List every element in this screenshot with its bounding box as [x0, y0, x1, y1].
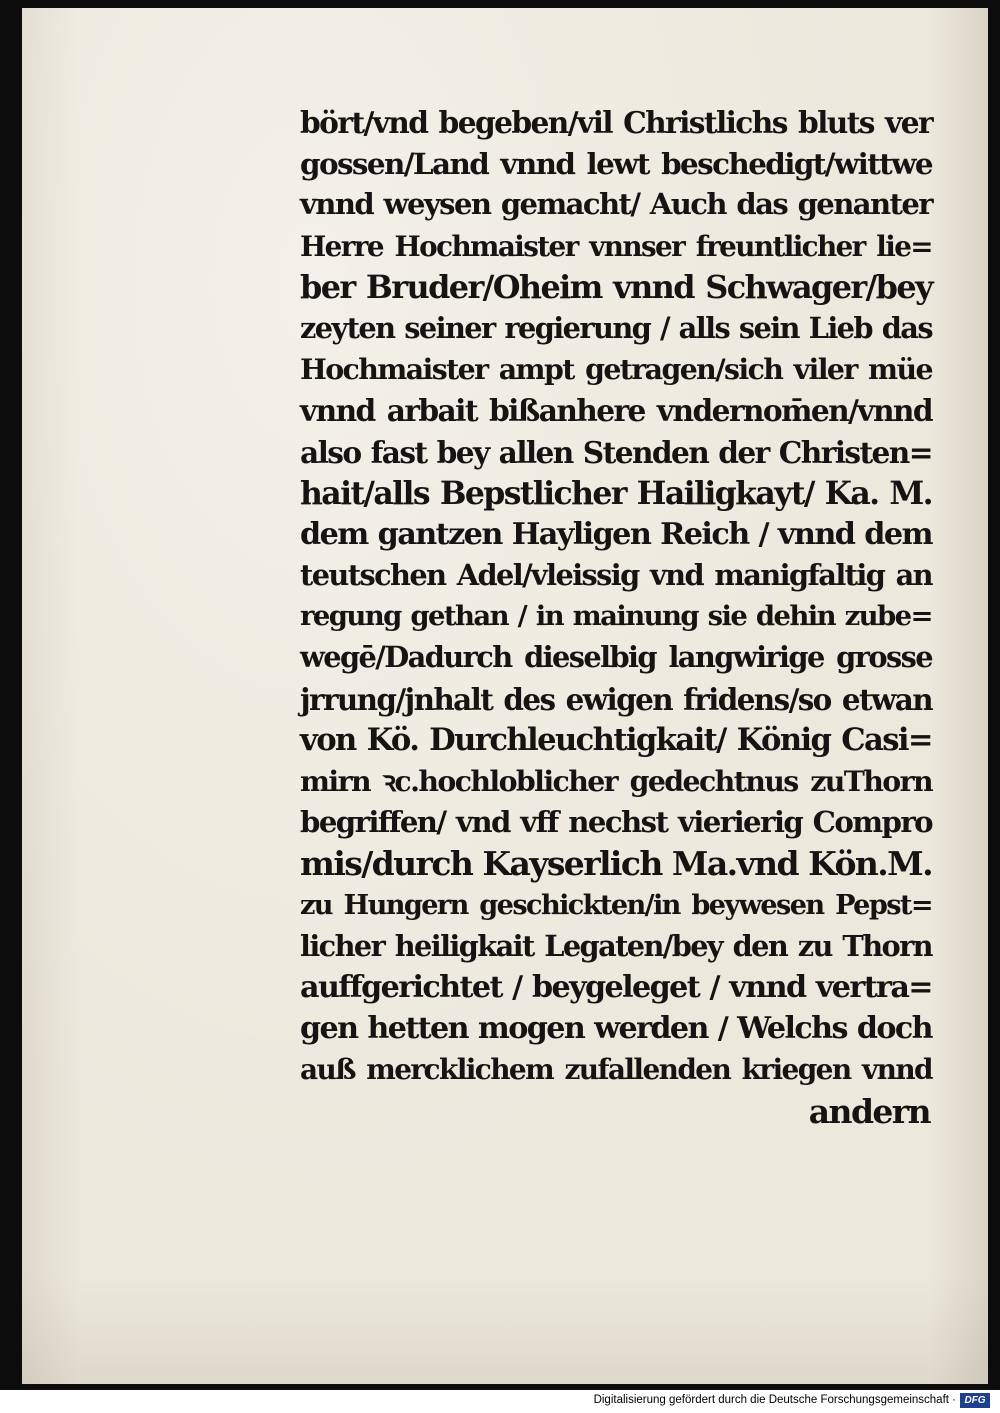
page-scan — [22, 8, 988, 1384]
dfg-logo-icon[interactable]: DFG — [960, 1393, 990, 1408]
text-line: dem gantzen Hayligen Reich / vnnd dem — [300, 516, 932, 552]
text-line: also fast bey allen Stenden der Christen= — [300, 434, 932, 470]
text-line: Herre Hochmaister vnnser freuntlicher lie= — [300, 229, 932, 263]
text-line: auß mercklichem zufallenden kriegen vnnd — [300, 1053, 932, 1087]
catchword: andern — [808, 1091, 930, 1131]
text-line: von Kö. Durchleuchtigkait/ König Casi= — [300, 721, 932, 758]
text-line: teutschen Adel/vleissig vnd manigfaltig an — [300, 558, 932, 593]
text-line: vnnd arbait bißanhere vndernom̄en/vnnd — [300, 393, 932, 429]
text-line: regung gethan / in mainung sie dehin zube= — [300, 600, 932, 633]
text-line: Hochmaister ampt getragen/sich viler müe — [300, 352, 932, 387]
text-line: licher heiligkait Legaten/bey den zu Thorn — [300, 928, 932, 963]
text-line: mirn ꝛc.hochloblicher gedechtnus zuThorn — [300, 764, 932, 798]
text-line: begriffen/ vnd vff nechst vierierig Compro — [300, 805, 932, 840]
text-line: gossen/Land vnnd lewt beschedigt/wittwe — [300, 146, 932, 182]
text-line: ber Bruder/Oheim vnnd Schwager/bey — [300, 267, 932, 306]
footer-bar — [0, 1390, 1000, 1413]
text-line: zeyten seiner regierung / alls sein Lieb das — [300, 310, 932, 345]
text-block — [300, 102, 932, 1132]
text-line: vnnd weysen gemacht/ Auch das genanter — [300, 187, 932, 222]
text-line: wegē/Dadurch dieselbig langwirige grosse — [300, 640, 932, 675]
text-line: bört/vnd begeben/vil Christlichs bluts ver — [300, 105, 932, 140]
text-line: gen hetten mogen werden / Welchs doch — [300, 1011, 932, 1047]
text-line: hait/alls Bepstlicher Hailigkayt/ Ka. M. — [300, 474, 932, 512]
text-line: mis/durch Kayserlich Ma.vnd Kön.M. — [300, 844, 932, 884]
text-line: zu Hungern geschickten/in beywesen Pepst= — [300, 889, 932, 921]
text-line: auffgerichtet / beygeleget / vnnd vertra= — [300, 969, 932, 1005]
funding-notice: Digitalisierung gefördert durch die Deutsche Forschungsgemeinschaft · — [593, 1394, 956, 1406]
text-line: jrrung/jnhalt des ewigen fridens/so etwan — [300, 681, 932, 717]
